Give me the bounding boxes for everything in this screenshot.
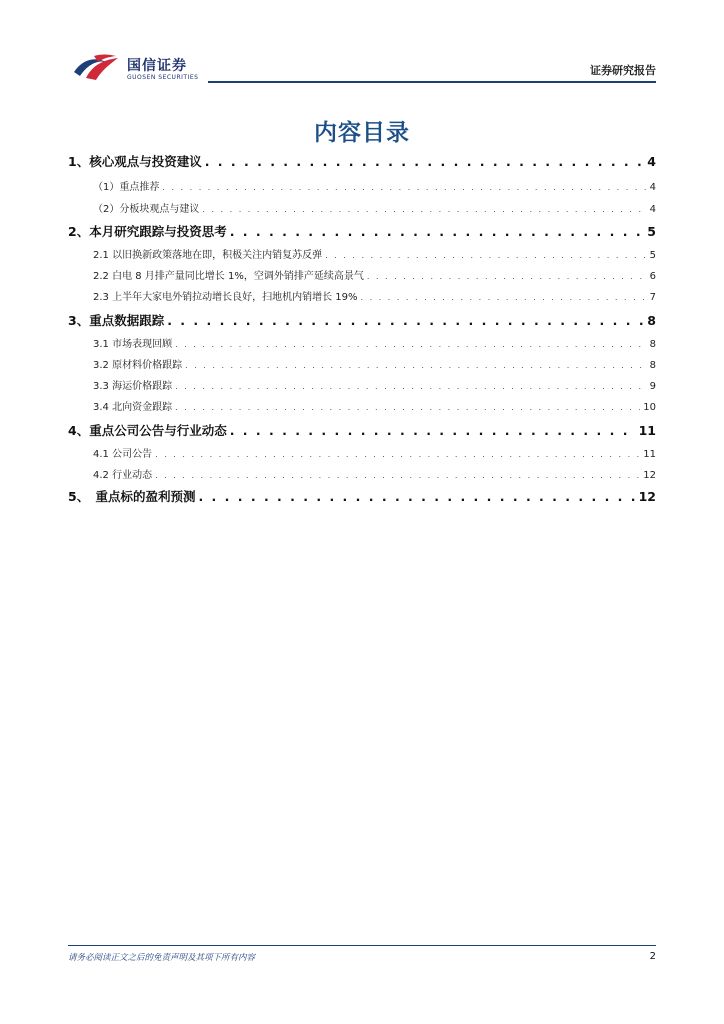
toc-subsection-link[interactable] — [68, 246, 656, 261]
toc-entry-page: 4 — [649, 204, 656, 215]
toc-dot-leader — [230, 423, 636, 438]
toc-dot-leader — [185, 361, 647, 370]
toc-entry-label: 4.1 公司公告 — [93, 449, 153, 460]
toc-entry-page: 7 — [649, 292, 656, 303]
toc-dot-leader — [205, 154, 645, 169]
toc-entry-page: 12 — [638, 489, 656, 504]
toc-dot-leader — [198, 489, 635, 504]
toc-dot-leader — [361, 293, 647, 302]
toc-entry-label: 4、重点公司公告与行业动态 — [68, 423, 227, 438]
toc-entry-label: 5、 重点标的盈利预测 — [68, 489, 196, 504]
toc-entry-page: 8 — [649, 339, 656, 350]
toc-entry-page: 11 — [638, 423, 656, 438]
toc-subsection-link[interactable] — [68, 377, 656, 392]
toc-dot-leader — [175, 382, 647, 391]
footer-divider — [68, 945, 656, 946]
toc-section-link[interactable] — [68, 311, 656, 329]
toc-dot-leader — [325, 251, 647, 260]
toc-dot-leader — [367, 272, 647, 281]
toc-subsection-link[interactable] — [68, 200, 656, 215]
toc-entry-page: 4 — [649, 182, 656, 193]
toc-entry-label: 2.2 白电 8 月排产量同比增长 1%，空调外销排产延续高景气 — [93, 271, 364, 282]
brand-name-en: GUOSEN SECURITIES — [127, 74, 199, 81]
toc-entry-page: 8 — [649, 360, 656, 371]
toc-dot-leader — [155, 450, 640, 459]
toc-entry-page: 5 — [649, 250, 656, 261]
toc-entry-page: 4 — [647, 154, 656, 169]
toc-entry-label: 1、核心观点与投资建议 — [68, 154, 202, 169]
toc-entry-page: 6 — [649, 271, 656, 282]
toc-dot-leader — [162, 183, 646, 192]
brand-name: 国信证券 — [127, 58, 187, 74]
disclaimer-text: 请务必阅读正文之后的免责声明及其项下所有内容 — [68, 953, 256, 963]
toc-entry-page: 5 — [647, 224, 656, 239]
toc-entry-page: 9 — [649, 381, 656, 392]
toc-subsection-link[interactable] — [68, 398, 656, 413]
toc-dot-leader — [175, 340, 647, 349]
toc-entry-label: 3.1 市场表现回顾 — [93, 339, 173, 350]
toc-entry-label: 2、本月研究跟踪与投资思考 — [68, 224, 227, 239]
toc-subsection-link[interactable] — [68, 466, 656, 481]
guosen-logo-icon — [72, 52, 122, 82]
toc-entry-label: 3.4 北向资金跟踪 — [93, 402, 173, 413]
toc-dot-leader — [175, 403, 640, 412]
toc-entry-page: 10 — [643, 402, 656, 413]
toc-entry-label: 3.3 海运价格跟踪 — [93, 381, 173, 392]
toc-entry-page: 8 — [647, 313, 656, 328]
toc-section-link[interactable] — [68, 152, 656, 170]
toc-subsection-link[interactable] — [68, 288, 656, 303]
toc-entry-page: 12 — [643, 470, 656, 481]
toc-entry-label: （1）重点推荐 — [93, 182, 160, 193]
toc-subsection-link[interactable] — [68, 356, 656, 371]
toc-subsection-link[interactable] — [68, 445, 656, 460]
toc-entry-label: 2.1 以旧换新政策落地在即，积极关注内销复苏反弹 — [93, 250, 323, 261]
toc-entry-page: 11 — [643, 449, 656, 460]
page-header — [0, 0, 724, 90]
toc-entry-label: 3、重点数据跟踪 — [68, 313, 165, 328]
toc-dot-leader — [167, 313, 644, 328]
toc-title: 内容目录 — [314, 120, 410, 146]
toc-dot-leader — [202, 205, 646, 214]
toc-entry-label: 2.3 上半年大家电外销拉动增长良好，扫地机内销增长 19% — [93, 292, 358, 303]
toc-section-link[interactable] — [68, 222, 656, 240]
toc-subsection-link[interactable] — [68, 335, 656, 350]
toc-entry-label: 3.2 原材料价格跟踪 — [93, 360, 183, 371]
report-type: 证券研究报告 — [590, 64, 656, 77]
toc-entry-label: 4.2 行业动态 — [93, 470, 153, 481]
toc-section-link[interactable] — [68, 421, 656, 439]
toc-subsection-link[interactable] — [68, 178, 656, 193]
header-divider — [208, 81, 656, 83]
toc-dot-leader — [155, 471, 640, 480]
toc-section-link[interactable] — [68, 487, 656, 505]
page-number: 2 — [649, 951, 656, 962]
toc-entry-label: （2）分板块观点与建议 — [93, 204, 200, 215]
toc-subsection-link[interactable] — [68, 267, 656, 282]
toc-dot-leader — [230, 224, 645, 239]
